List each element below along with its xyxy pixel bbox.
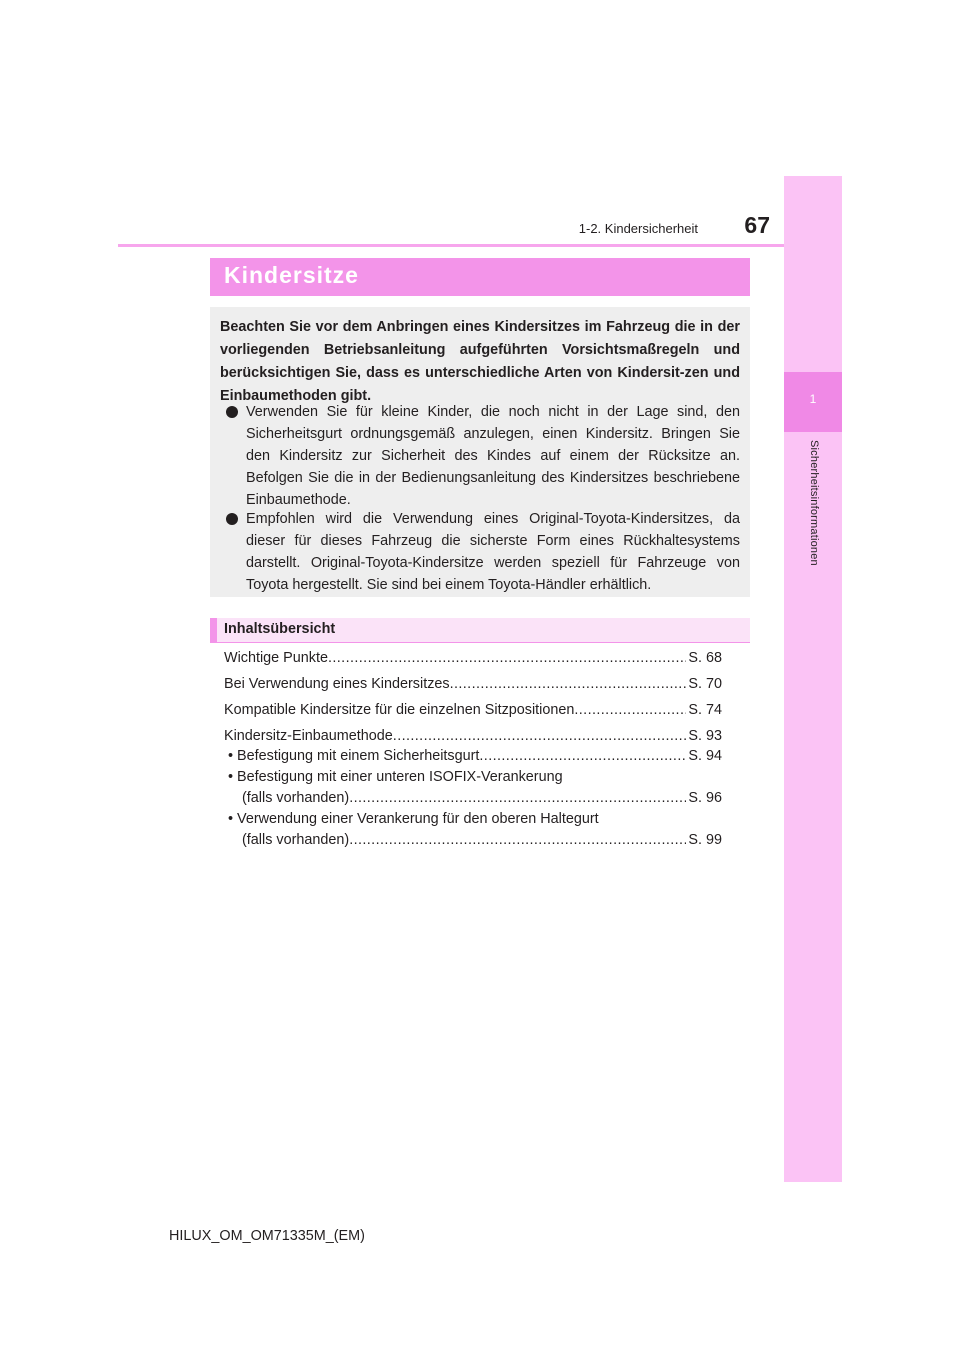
toc-entry-page: S. 68: [688, 650, 722, 666]
intro-bullet: Empfohlen wird die Verwendung eines Original-Toyota-Kindersitzes, da dieser für dieses Fahrzeug die sicherste Form eines Rückhaltesystems darstellt. Original-Toyota-Kindersitze werden speziell für Fahrzeuge von Toyota hergestellt. Sie sind bei einem Toyota-Händler erhältlich.: [246, 511, 740, 593]
bullet-dot-icon: [226, 513, 238, 525]
toc-entry-label: Kindersitz-Einbaumethode: [224, 728, 393, 744]
toc-entry-page: S. 74: [688, 702, 722, 718]
toc-title: Inhaltsübersicht: [224, 621, 336, 637]
document-code-footer: HILUX_OM_OM71335M_(EM): [169, 1228, 365, 1244]
toc-entry-page: S. 96: [688, 790, 722, 806]
intro-bullet: Verwenden Sie für kleine Kinder, die noch nicht in der Lage sind, den Sicherheitsgurt ordnungsgemäß anzulegen, einen Kindersitz. Bringen Sie den Kindersitz zur Sicherheit des Kindes auf einem der Rücksitze an. Befolgen Sie die in der Bedienungsanleitung des Kindersitzes beschriebene Einbaumethode.: [246, 404, 740, 508]
page-number: 67: [744, 212, 770, 238]
toc-subentry[interactable]: [242, 832, 722, 848]
toc-entry[interactable]: [224, 702, 722, 718]
toc-entry[interactable]: [224, 728, 722, 744]
toc-leader-dots: [574, 702, 686, 718]
toc-leader-dots: [328, 650, 686, 666]
toc-subentry[interactable]: [228, 748, 722, 764]
toc-leader-dots: [349, 790, 686, 806]
toc-entry-label: • Befestigung mit einem Sicherheitsgurt: [228, 748, 480, 764]
toc-entry[interactable]: [224, 676, 722, 692]
chapter-side-tab: [784, 176, 842, 1182]
toc-header-marker: [210, 618, 217, 643]
toc-entry[interactable]: [224, 650, 722, 666]
toc-leader-dots: [349, 832, 686, 848]
toc-entry-label-cont: (falls vorhanden): [242, 832, 350, 848]
toc-entry-label: Wichtige Punkte: [224, 650, 328, 666]
toc-entry-label: Bei Verwendung eines Kindersitzes: [224, 676, 450, 692]
toc-leader-dots: [393, 728, 687, 744]
toc-entry-label[interactable]: • Verwendung einer Verankerung für den oberen Haltegurt: [228, 811, 599, 827]
toc-entry-label: Kompatible Kindersitze für die einzelnen Sitzpositionen: [224, 702, 575, 718]
toc-entry-label-cont: (falls vorhanden): [242, 790, 350, 806]
chapter-number: 1: [809, 392, 817, 406]
toc-entry-page: S. 99: [688, 832, 722, 848]
header-rule: [118, 244, 784, 247]
toc-leader-dots: [479, 748, 686, 764]
page-title: Kindersitze: [224, 262, 359, 288]
toc-entry-page: S. 93: [688, 728, 722, 744]
toc-leader-dots: [450, 676, 687, 692]
toc-subentry[interactable]: [242, 790, 722, 806]
toc-entry-page: S. 70: [688, 676, 722, 692]
chapter-title: Sicherheitsinformationen: [808, 440, 820, 566]
bullet-dot-icon: [226, 406, 238, 418]
toc-entry-page: S. 94: [688, 748, 722, 764]
toc-entry-label[interactable]: • Befestigung mit einer unteren ISOFIX-Verankerung: [228, 769, 563, 785]
section-heading: 1-2. Kindersicherheit: [578, 221, 698, 236]
intro-text: Beachten Sie vor dem Anbringen eines Kindersitzes im Fahrzeug die in der vorliegenden Betriebsanleitung aufgeführten Vorsichtsmaßregeln und berücksichtigen Sie, dass es unterschiedliche Arten von Kindersit-zen und Einbaumethoden gibt.: [220, 319, 740, 404]
